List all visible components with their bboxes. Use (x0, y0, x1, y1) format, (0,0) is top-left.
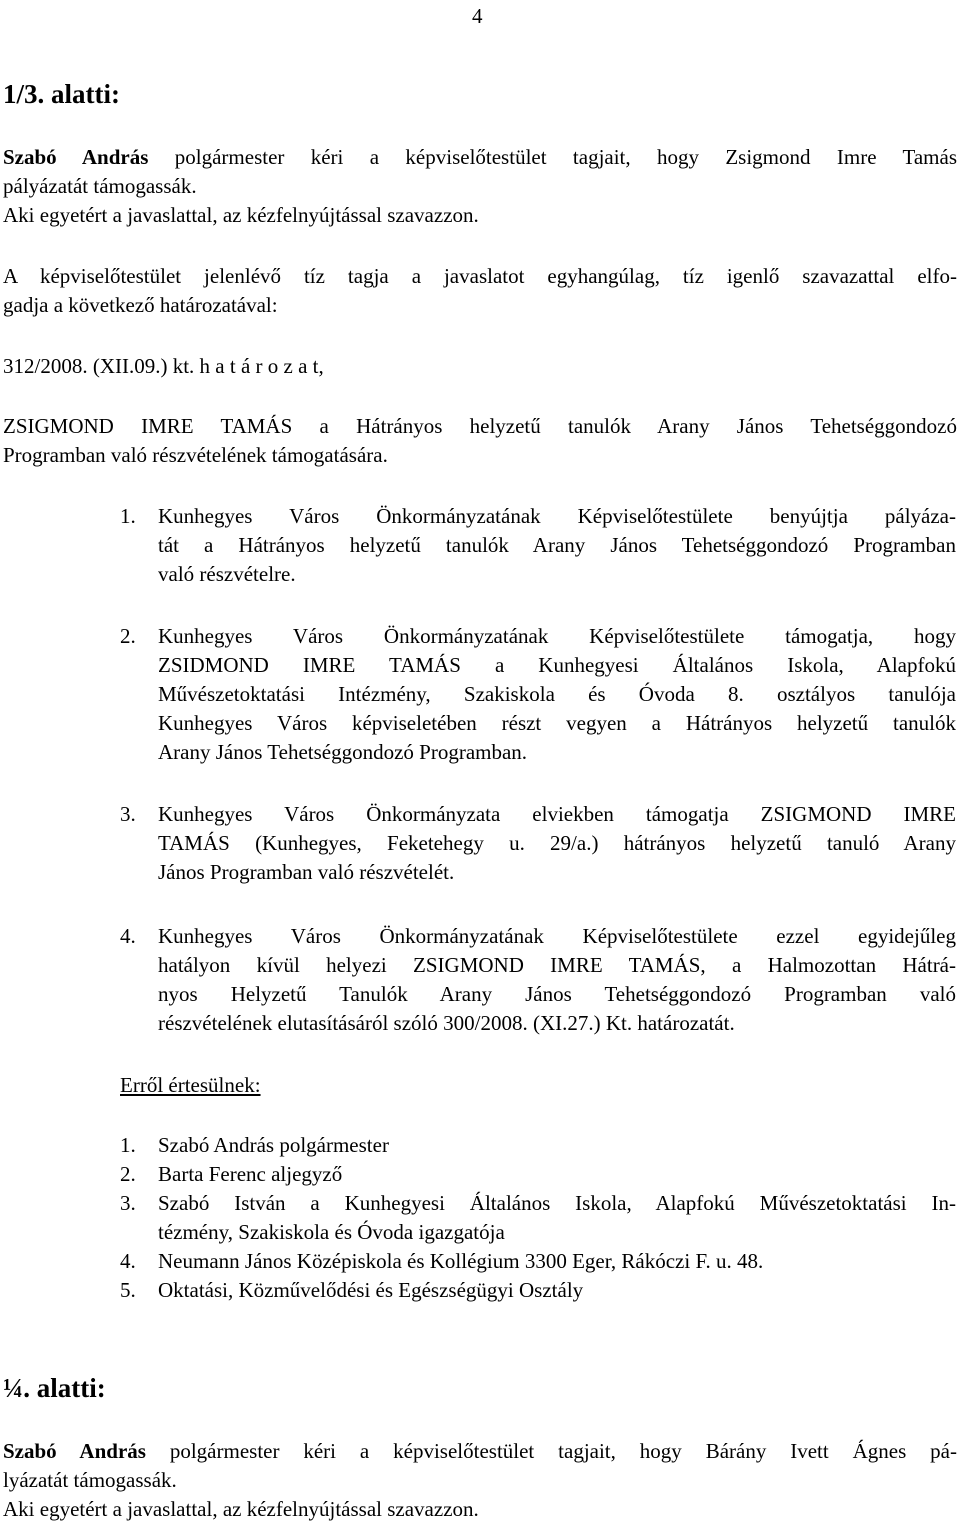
list-item (120, 1131, 956, 1160)
point-line: részvételének elutasításáról szóló 300/2008. (XI.27.) Kt. határozatát. (158, 1011, 735, 1035)
list-text: tézmény, Szakiskola és Óvoda igazgatója (158, 1220, 505, 1244)
point-number: 4. (120, 924, 136, 948)
list-number: 5. (120, 1278, 136, 1302)
list-item (120, 1247, 956, 1276)
intro-paragraph-2 (3, 1437, 957, 1524)
point-line: Arany János Tehetséggondozó Programban. (158, 740, 528, 764)
list-number: 4. (120, 1249, 136, 1273)
vote-paragraph (3, 262, 957, 320)
list-item (120, 1189, 956, 1247)
list-text: Szabó István a Kunhegyesi Általános Iskola, Alapfokú Művészetoktatási In- (158, 1191, 956, 1215)
vote-line-2: gadja a következő határozatával: (3, 293, 278, 317)
resolution-point-2 (120, 622, 956, 767)
resolution-point-1 (120, 502, 956, 589)
list-item (120, 1160, 956, 1189)
mayor-name: Szabó András (3, 145, 149, 169)
resolution-subject (3, 412, 957, 470)
intro-paragraph (3, 143, 957, 230)
point-line: János Programban való részvételét. (158, 860, 455, 884)
notify-heading-wrap (120, 1071, 956, 1100)
section-heading-2: ¼. alatti: (3, 1373, 106, 1403)
point-line: TAMÁS (Kunhegyes, Feketehegy u. 29/a.) hátrányos helyzetű tanuló Arany (158, 831, 956, 855)
notify-heading: Erről értesülnek: (120, 1073, 261, 1097)
point-line: ZSIDMOND IMRE TAMÁS a Kunhegyesi Általános Iskola, Alapfokú (158, 653, 956, 677)
resolution-number: 312/2008. (XII.09.) kt. h a t á r o z a t, (3, 354, 324, 378)
point-line: Művészetoktatási Intézmény, Szakiskola és Óvoda 8. osztályos tanulója (158, 682, 956, 706)
page-number: 4 (472, 4, 483, 28)
point-number: 3. (120, 802, 136, 826)
resolution-point-4 (120, 922, 956, 1038)
resolution-point-3 (120, 800, 956, 887)
intro-line-3: Aki egyetért a javaslattal, az kézfelnyújtással szavazzon. (3, 1497, 479, 1521)
point-line: Kunhegyes Város Önkormányzatának Képviselőtestülete ezzel egyidejűleg (158, 924, 956, 948)
list-text: Szabó András polgármester (158, 1133, 389, 1157)
point-line: Kunhegyes Város képviseletében részt vegyen a Hátrányos helyzetű tanulók (158, 711, 956, 735)
point-line: Kunhegyes Város Önkormányzatának Képviselőtestülete benyújtja pályáza- (158, 504, 956, 528)
list-text: Oktatási, Közművelődési és Egészségügyi Osztály (158, 1278, 584, 1302)
intro-rest: polgármester kéri a képviselőtestület tagjait, hogy Bárány Ivett Ágnes pá- (145, 1439, 957, 1463)
intro-line-1 (3, 1437, 957, 1466)
point-line: Kunhegyes Város Önkormányzatának Képviselőtestülete támogatja, hogy (158, 624, 956, 648)
list-number: 2. (120, 1162, 136, 1186)
intro-line-2: pályázatát támogassák. (3, 174, 197, 198)
point-number: 2. (120, 624, 136, 648)
point-line: nyos Helyzetű Tanulók Arany János Tehetséggondozó Programban való (158, 982, 956, 1006)
vote-line-1: A képviselőtestület jelenlévő tíz tagja a javaslatot egyhangúlag, tíz igenlő szavazattal elfo- (3, 264, 957, 288)
intro-line-3: Aki egyetért a javaslattal, az kézfelnyújtással szavazzon. (3, 203, 479, 227)
intro-line-2: lyázatát támogassák. (3, 1468, 177, 1492)
point-line: Kunhegyes Város Önkormányzata elviekben támogatja ZSIGMOND IMRE (158, 802, 956, 826)
section-heading: 1/3. alatti: (3, 79, 120, 109)
notify-list (120, 1131, 956, 1305)
point-line: való részvételre. (158, 562, 296, 586)
intro-rest: polgármester kéri a képviselőtestület tagjait, hogy Zsigmond Imre Tamás (148, 145, 957, 169)
subject-line-1: ZSIGMOND IMRE TAMÁS a Hátrányos helyzetű tanulók Arany János Tehetséggondozó (3, 414, 957, 438)
point-number: 1. (120, 504, 136, 528)
list-number: 1. (120, 1133, 136, 1157)
mayor-name: Szabó András (3, 1439, 146, 1463)
list-number: 3. (120, 1191, 136, 1215)
point-line: hatályon kívül helyezi ZSIGMOND IMRE TAMÁS, a Halmozottan Hátrá- (158, 953, 956, 977)
list-item (120, 1276, 956, 1305)
list-text: Neumann János Középiskola és Kollégium 3300 Eger, Rákóczi F. u. 48. (158, 1249, 764, 1273)
intro-line-1 (3, 143, 957, 172)
subject-line-2: Programban való részvételének támogatására. (3, 443, 388, 467)
list-text: Barta Ferenc aljegyző (158, 1162, 343, 1186)
point-line: tát a Hátrányos helyzetű tanulók Arany János Tehetséggondozó Programban (158, 533, 956, 557)
